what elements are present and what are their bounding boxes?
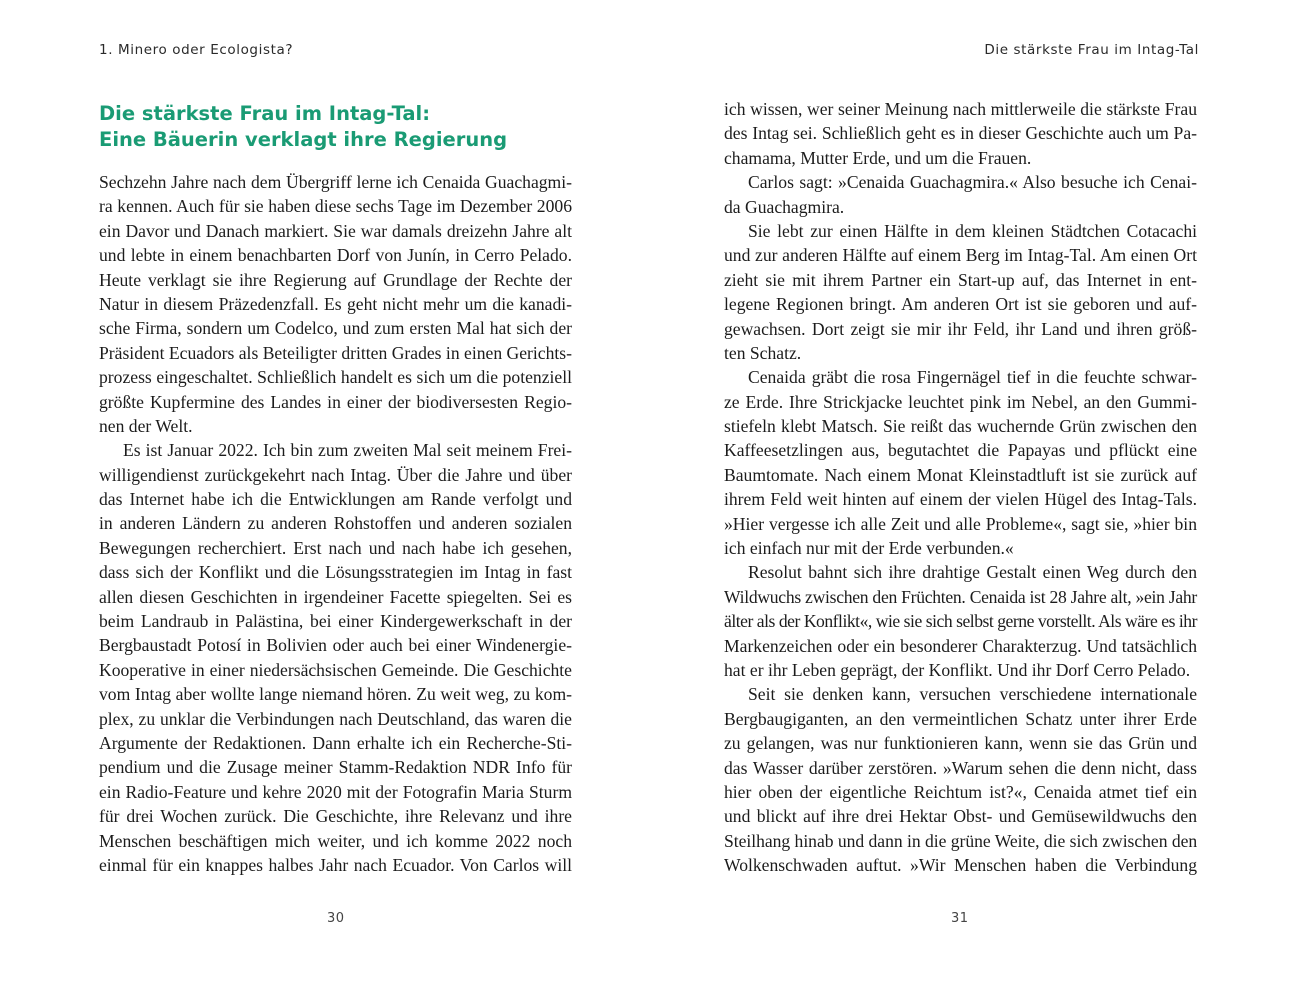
text-line: gewachsen. Dort zeigt sie mir ihr Feld, ihr Land und ihren größ- [724,318,1197,339]
text-line: Carlos sagt: »Cenaida Guachagmira.« Also besuche ich Cenai- [748,172,1197,193]
text-line: Wolkenschwaden auftut. »Wir Menschen haben die Verbindung [724,855,1197,876]
text-line: Natur in diesem Präzedenzfall. Es geht nicht mehr um die kanadi- [99,293,572,314]
text-line: ich wissen, wer seiner Meinung nach mittlerweile die stärkste Frau [724,99,1197,119]
text-line: Argumente der Redaktionen. Dann erhalte ich ein Recherche-Sti- [99,732,572,753]
text-line: zieht sie mit ihrem Partner ein Start-up auf, das Internet in ent- [724,269,1197,290]
text-line: und zur anderen Hälfte auf einem Berg im Intag-Tal. Am einen Ort [724,245,1197,266]
text-line: ra kennen. Auch für sie haben diese sechs Tage im Dezember 2006 [99,196,572,217]
text-line: Resolut bahnt sich ihre drahtige Gestalt einen Weg durch den [748,562,1197,583]
text-line: Markenzeichen oder ein besonderer Charakterzug. Und tatsächlich [724,635,1197,656]
text-line: Steilhang hinab und dann in die grüne Weite, die sich zwischen den [724,830,1198,851]
page-number-left: 30 [327,911,345,926]
text-line: da Guachagmira. [724,196,845,217]
text-line: und lebte in einem benachbarten Dorf von Junín, in Cerro Pelado. [99,245,572,266]
text-line: sche Firma, sondern um Codelco, und zum ersten Mal hat sich der [99,318,572,339]
text-line: vom Intag aber wollte lange niemand hören. Zu weit weg, zu kom- [99,684,572,705]
text-line: Bergbaustadt Potosí in Bolivien oder auch bei einer Windenergie- [99,635,572,656]
text-line: »Hier vergesse ich alle Zeit und alle Probleme«, sagt sie, »hier bin [724,513,1197,534]
body-text-left [99,170,572,877]
text-line: das Wasser darüber zerstören. »Warum sehen die denn nicht, dass [724,757,1197,778]
right-page [648,0,1295,1000]
text-line: Bergbaugiganten, an den vermeintlichen Schatz unter ihrer Erde [724,708,1197,729]
text-line: beim Landraub in Palästina, bei einer Kindergewerkschaft in der [99,611,572,632]
text-line: größte Kupfermine des Landes in einer der biodiversesten Regio- [99,391,572,412]
text-line: pendium und die Zusage meiner Stamm-Redaktion NDR Info für [99,757,572,778]
section-heading [99,101,507,153]
text-line: des Intag sei. Schließlich geht es in dieser Geschichte auch um Pa- [724,123,1197,144]
text-line: ein Davor und Danach markiert. Sie war damals dreizehn Jahre alt [99,220,572,241]
text-line: Bewegungen recherchiert. Erst nach und nach habe ich gesehen, [99,537,572,558]
text-line: dass sich der Konflikt und die Lösungsstrategien im Intag in fast [99,562,572,583]
text-line: Sie lebt zur einen Hälfte in dem kleinen Städtchen Cotacachi [748,220,1197,241]
text-line: Wildwuchs zwischen den Früchten. Cenaida ist 28 Jahre alt, »ein Jahr [724,586,1197,607]
text-line: Präsident Ecuadors als Beteiligter dritten Grades in einen Gerichts- [99,342,572,363]
text-line: das Internet habe ich die Entwicklungen am Rande verfolgt und [99,489,572,510]
text-line: willigendienst zurückgekehrt nach Intag. Über die Jahre und über [99,464,572,485]
text-line: Sechzehn Jahre nach dem Übergriff lerne ich Cenaida Guachagmi- [99,172,572,192]
text-line: für drei Wochen zurück. Die Geschichte, ihre Relevanz und ihre [99,806,572,827]
text-line: ein Radio-Feature und kehre 2020 mit der Fotografin Maria Sturm [99,781,572,802]
text-line: und blickt auf ihre drei Hektar Obst- und Gemüsewildwuchs den [724,806,1197,827]
page-number-right: 31 [951,911,969,926]
text-line: zu gelangen, was nur funktionieren kann, wenn sie das Grün und [724,733,1197,754]
text-line: prozess eingeschaltet. Schließlich handelt es sich um die potenziell [99,367,572,388]
text-line: Heute verklagt sie ihre Regierung auf Grundlage der Rechte der [99,269,572,290]
text-line: ihrem Feld weit hinten auf einem der vielen Hügel des Intag-Tals. [724,489,1197,510]
text-line: Baumtomate. Nach einem Monat Kleinstadtluft ist sie zurück auf [724,464,1197,485]
text-line: ten Schatz. [724,342,802,363]
text-line: Cenaida gräbt die rosa Fingernägel tief in die feuchte schwar- [748,367,1197,388]
text-line: Kaffeesetzlingen aus, begutachtet die Papayas und pflückt eine [724,440,1197,461]
text-line: chamama, Mutter Erde, und um die Frauen. [724,147,1032,168]
text-line: ze Erde. Ihre Strickjacke leuchtet pink im Nebel, an den Gummi- [724,391,1197,412]
running-head-left: 1. Minero oder Ecologista? [99,42,294,58]
body-text-right [724,97,1197,878]
text-line: hat er ihr Leben geprägt, der Konflikt. Und ihr Dorf Cerro Pelado. [724,659,1191,680]
running-head-right: Die stärkste Frau im Intag-Tal [984,42,1199,58]
text-line: plex, zu unklar die Verbindungen nach Deutschland, das waren die [99,708,572,729]
text-line: Menschen beschäftigen mich weiter, und ich komme 2022 noch [99,830,572,851]
text-line: nen der Welt. [99,415,193,436]
section-heading-line-1: Die stärkste Frau im Intag-Tal: [99,102,431,125]
text-line: allen diesen Geschichten in irgendeiner Facette spiegelten. Sei es [99,586,572,607]
text-line: hier oben der eigentliche Reichtum ist?«, Cenaida atmet tief ein [724,781,1197,802]
section-heading-line-2: Eine Bäuerin verklagt ihre Regierung [99,128,508,151]
text-line: Kooperative in einer niedersächsischen Gemeinde. Die Geschichte [99,659,572,680]
left-page [0,0,647,1000]
text-line: einmal für ein knappes halbes Jahr nach Ecuador. Von Carlos will [99,854,572,875]
text-line: Es ist Januar 2022. Ich bin zum zweiten Mal seit meinem Frei- [123,440,572,461]
text-line: stiefeln klebt Matsch. Sie reißt das wuchernde Grün zwischen den [724,416,1197,437]
text-line: legene Regionen bringt. Am anderen Ort ist sie geboren und auf- [724,294,1197,315]
text-line: in anderen Ländern zu anderen Rohstoffen und anderen sozialen [99,513,572,534]
text-line: Seit sie denken kann, versuchen verschiedene internationale [748,684,1197,705]
text-line: ich einfach nur mit der Erde verbunden.« [724,538,1014,559]
text-line: älter als der Konflikt«, wie sie sich selbst gerne vorstellt. Als wäre es ihr [724,611,1197,632]
